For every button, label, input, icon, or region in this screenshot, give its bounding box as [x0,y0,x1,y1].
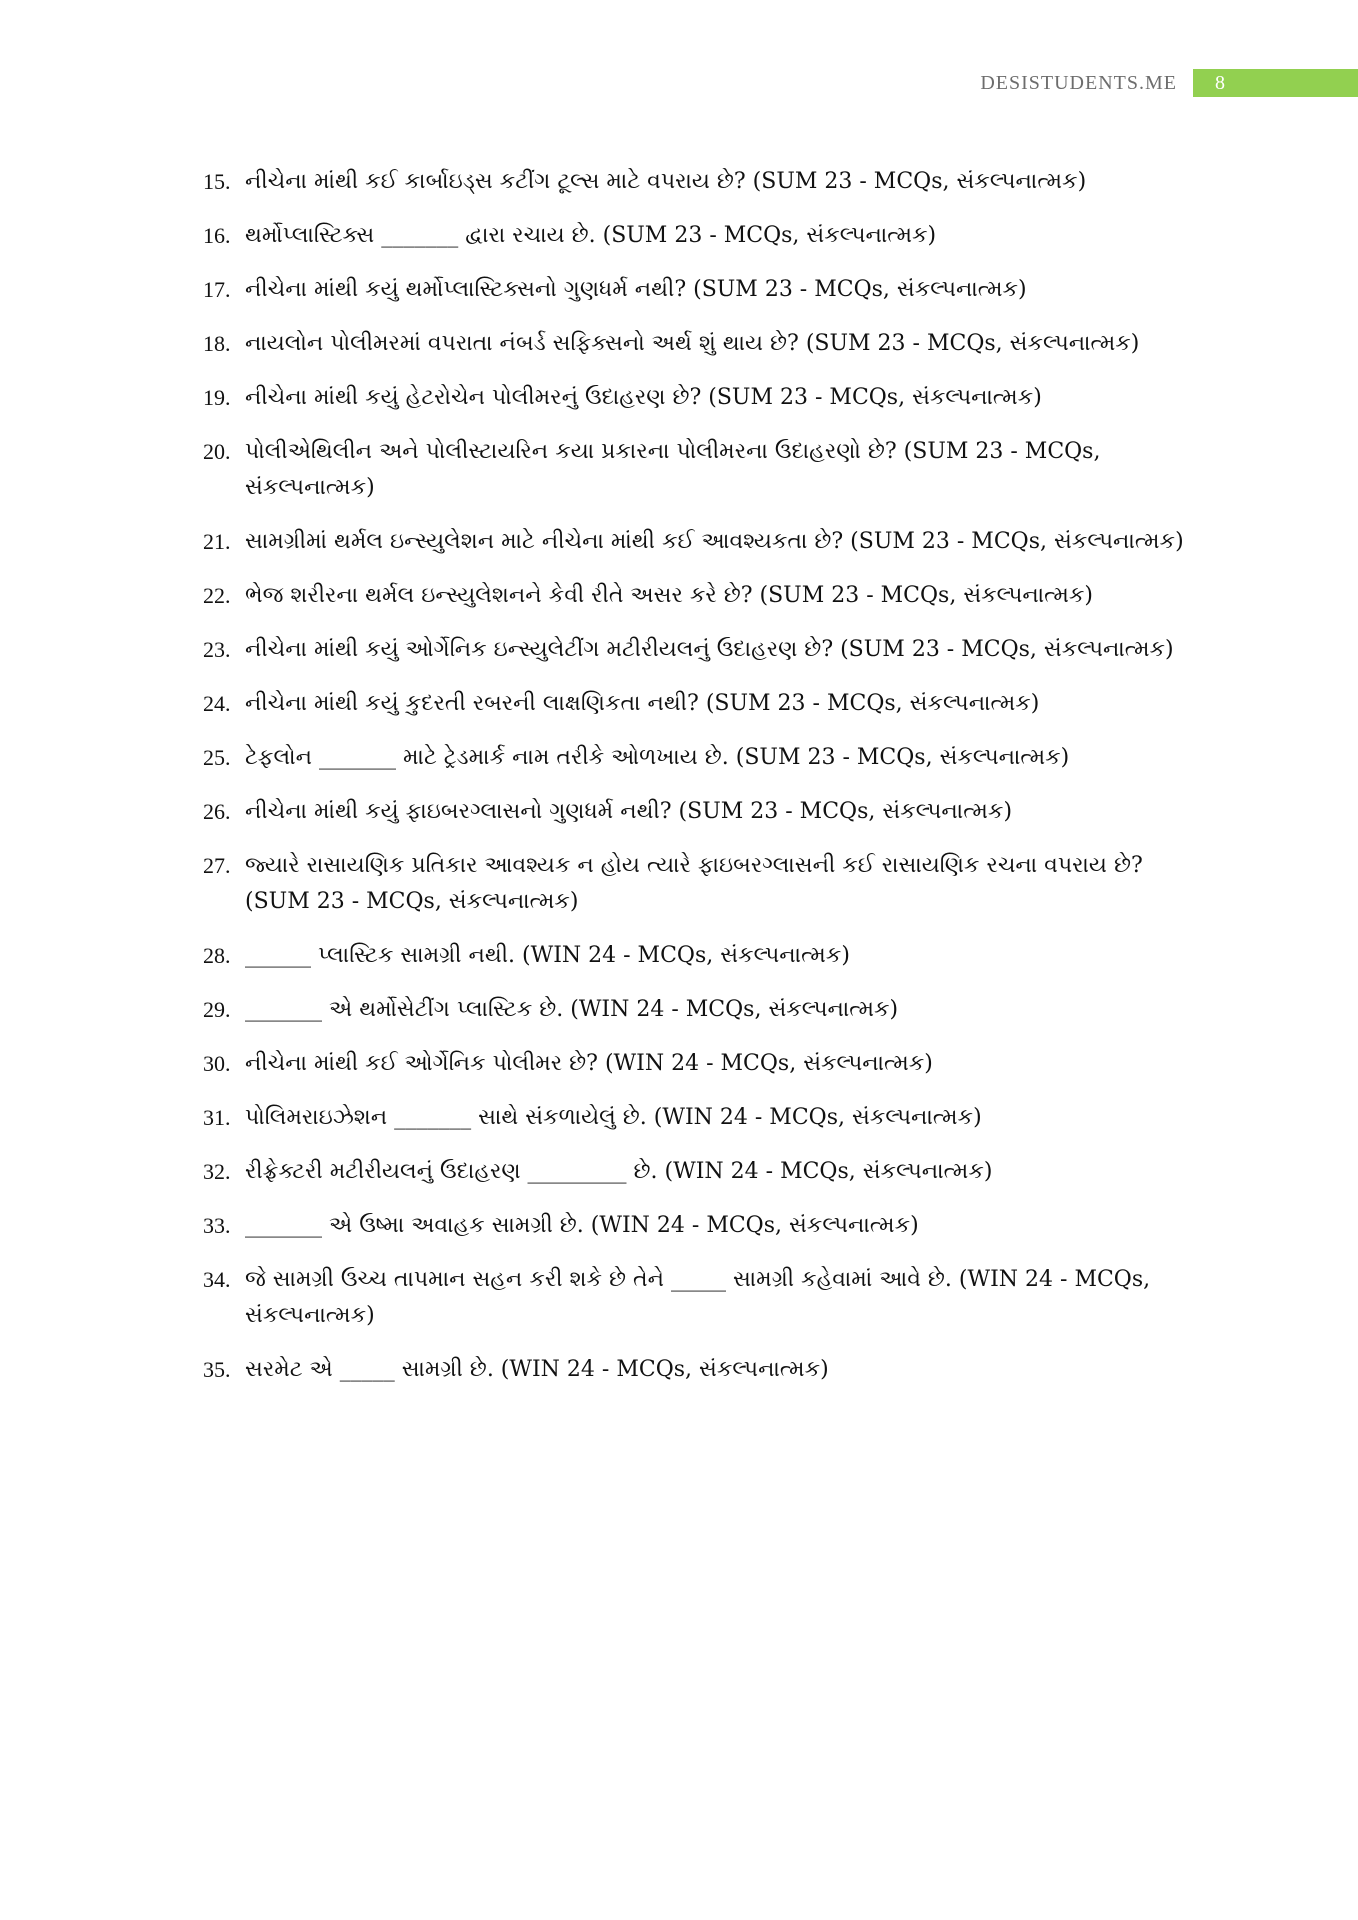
question-text: પોલીએથિલીન અને પોલીસ્ટાયરિન કયા પ્રકારના પોલીમરના ઉદાહરણો છે? (SUM 23 - MCQs, સંકલ્પનાત્મક) [245,439,1101,500]
question-item [203,164,1203,200]
question-number: 26. [203,799,231,824]
question-item [203,1262,1203,1334]
question-number: 19. [203,385,231,410]
question-text: નાયલોન પોલીમરમાં વપરાતા નંબર્ડ સફિક્સનો અર્થ શું થાય છે? (SUM 23 - MCQs, સંકલ્પનાત્મક) [245,331,1140,356]
question-text: જ્યારે રાસાયણિક પ્રતિકાર આવશ્યક ન હોય ત્યારે ફાઇબરગ્લાસની કઈ રાસાયણિક રચના વપરાય છે? (SUM 23 - MCQs, સંકલ્પનાત્મક) [245,853,1143,914]
question-number: 24. [203,691,231,716]
question-number: 22. [203,583,231,608]
question-item [203,992,1203,1028]
question-number: 28. [203,943,231,968]
question-list [203,164,1203,1406]
question-item [203,1154,1203,1190]
question-item [203,326,1203,362]
question-text: નીચેના માંથી કયું થર્મોપ્લાસ્ટિક્સનો ગુણધર્મ નથી? (SUM 23 - MCQs, સંકલ્પનાત્મક) [245,277,1027,302]
question-item [203,794,1203,830]
question-item [203,848,1203,920]
question-number: 30. [203,1051,231,1076]
question-number: 17. [203,277,231,302]
question-number: 29. [203,997,231,1022]
question-item [203,1208,1203,1244]
question-number: 35. [203,1357,231,1382]
site-name: DESISTUDENTS.ME [980,71,1177,94]
question-text: નીચેના માંથી કઈ કાર્બાઇડ્સ કટીંગ ટૂલ્સ માટે વપરાય છે? (SUM 23 - MCQs, સંકલ્પનાત્મક) [245,169,1087,194]
question-text: રીફ્રેક્ટરી મટીરીયલનું ઉદાહરણ _________ છે. (WIN 24 - MCQs, સંકલ્પનાત્મક) [245,1159,993,1184]
question-number: 21. [203,529,231,554]
page-number: 8 [1215,71,1225,94]
question-number: 23. [203,637,231,662]
question-number: 16. [203,223,231,248]
page-header [980,68,1358,98]
question-item [203,578,1203,614]
question-text: સરમેટ એ _____ સામગ્રી છે. (WIN 24 - MCQs, સંકલ્પનાત્મક) [245,1357,829,1382]
question-item [203,272,1203,308]
question-number: 25. [203,745,231,770]
question-item [203,1352,1203,1388]
question-item [203,218,1203,254]
question-text: પોલિમરાઇઝેશન _______ સાથે સંકળાયેલું છે. (WIN 24 - MCQs, સંકલ્પનાત્મક) [245,1105,982,1130]
question-number: 15. [203,169,231,194]
question-item [203,1100,1203,1136]
question-text: _______ એ ઉષ્મા અવાહક સામગ્રી છે. (WIN 24 - MCQs, સંકલ્પનાત્મક) [245,1213,919,1238]
question-number: 31. [203,1105,231,1130]
question-item [203,1046,1203,1082]
question-text: જે સામગ્રી ઉચ્ચ તાપમાન સહન કરી શકે છે તેને _____ સામગ્રી કહેવામાં આવે છે. (WIN 24 - MCQs, સંકલ્પનાત્મક) [245,1267,1151,1328]
question-number: 32. [203,1159,231,1184]
question-item [203,434,1203,506]
page-number-badge [1193,69,1358,97]
question-text: નીચેના માંથી કયું કુદરતી રબરની લાક્ષણિકતા નથી? (SUM 23 - MCQs, સંકલ્પનાત્મક) [245,691,1040,716]
question-item [203,524,1203,560]
question-text: નીચેના માંથી કઈ ઓર્ગેનિક પોલીમર છે? (WIN 24 - MCQs, સંકલ્પનાત્મક) [245,1051,933,1076]
question-item [203,938,1203,974]
question-text: ______ પ્લાસ્ટિક સામગ્રી નથી. (WIN 24 - MCQs, સંકલ્પનાત્મક) [245,943,850,968]
question-text: નીચેના માંથી કયું ફાઇબરગ્લાસનો ગુણધર્મ નથી? (SUM 23 - MCQs, સંકલ્પનાત્મક) [245,799,1013,824]
question-text: થર્મોપ્લાસ્ટિક્સ _______ દ્વારા રચાય છે. (SUM 23 - MCQs, સંકલ્પનાત્મક) [245,223,937,248]
question-text: ટેફલોન _______ માટે ટ્રેડમાર્ક નામ તરીકે ઓળખાય છે. (SUM 23 - MCQs, સંકલ્પનાત્મક) [245,745,1070,770]
question-item [203,632,1203,668]
question-text: સામગ્રીમાં થર્મલ ઇન્સ્યુલેશન માટે નીચેના માંથી કઈ આવશ્યકતા છે? (SUM 23 - MCQs, સંકલ્પનાત્મક) [245,529,1184,554]
question-number: 18. [203,331,231,356]
question-text: ભેજ શરીરના થર્મલ ઇન્સ્યુલેશનને કેવી રીતે અસર કરે છે? (SUM 23 - MCQs, સંકલ્પનાત્મક) [245,583,1094,608]
question-number: 34. [203,1267,231,1292]
question-text: નીચેના માંથી કયું ઓર્ગેનિક ઇન્સ્યુલેટીંગ મટીરીયલનું ઉદાહરણ છે? (SUM 23 - MCQs, સંકલ્પનાત્મક) [245,637,1174,662]
question-text: _______ એ થર્મોસેટીંગ પ્લાસ્ટિક છે. (WIN 24 - MCQs, સંકલ્પનાત્મક) [245,997,899,1022]
question-number: 33. [203,1213,231,1238]
question-item [203,740,1203,776]
question-item [203,380,1203,416]
question-number: 20. [203,439,231,464]
question-number: 27. [203,853,231,878]
question-text: નીચેના માંથી કયું હેટરોચેન પોલીમરનું ઉદાહરણ છે? (SUM 23 - MCQs, સંકલ્પનાત્મક) [245,385,1042,410]
question-item [203,686,1203,722]
